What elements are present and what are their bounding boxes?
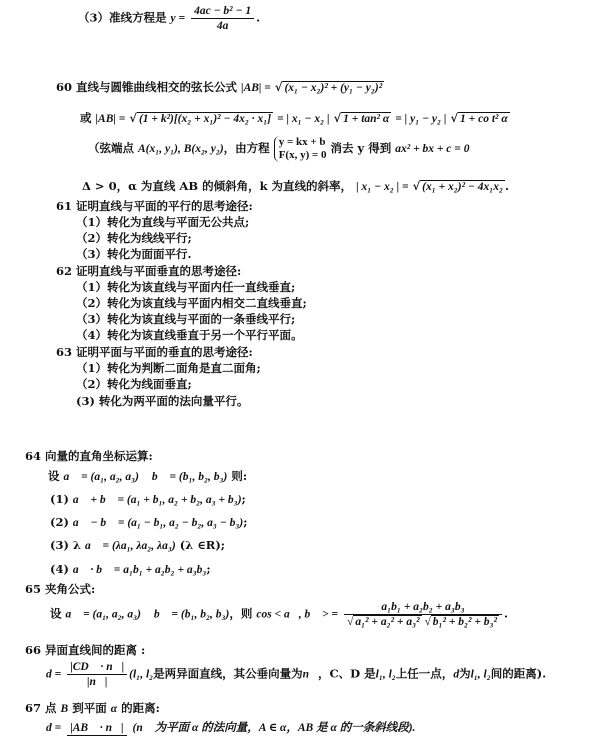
distance-denominator: |n⃗| xyxy=(86,676,108,688)
set-label-2: 设 xyxy=(50,606,62,621)
set-label: 设 xyxy=(48,469,60,483)
lines-l1l2-c: l₁, l₂ xyxy=(470,668,491,681)
point-plane-note: (n⃗ 为平面 α 的法向量，A ∈ α，AB 是 α 的一条斜线段). xyxy=(132,722,416,734)
cos-fraction xyxy=(344,600,502,629)
cos-end: . xyxy=(504,606,509,621)
item-63-1: （1）转化为判断二面角是直二面角; xyxy=(76,361,261,375)
cos-denominator: √ a₁² + a₂² + a₃² √ b₁² + b₂² + b₃² xyxy=(347,616,497,628)
cos-numerator: a₁b₁ + a₂b₂ + a₃b₃ xyxy=(344,600,502,615)
directrix-y: y = xyxy=(170,12,186,25)
distance-d-2: d = xyxy=(46,722,62,734)
sqrt-icon: √ xyxy=(412,179,421,193)
item-64-1-num: (1) xyxy=(50,492,69,506)
item-62-title: 62 证明直线与平面垂直的思考途径: xyxy=(56,264,242,278)
to-plane-text: 到平面 xyxy=(72,701,107,715)
lambda-domain: (λ ∈R); xyxy=(179,538,225,552)
x-diff-rhs: (x₁ + x₂)² − 4x₁x₂ xyxy=(422,181,504,193)
item-62-3: （3）转化为该直线与平面的一条垂线平行; xyxy=(76,312,296,326)
vector-a: a⃗ = (a₁, a₂, a₃)， xyxy=(63,471,148,483)
by-equation-label: ，由方程 xyxy=(223,141,270,155)
item-60-alt xyxy=(80,111,510,126)
item-62-2: （2）转化为该直线与平面内相交二直线垂直; xyxy=(76,296,307,310)
endpoint-coords: A(x₁, y₁), B(x₂, y₂) xyxy=(138,143,224,155)
item-64-3 xyxy=(50,538,225,553)
item-64-4 xyxy=(50,562,211,577)
points-text: ，C、D 是 xyxy=(318,666,376,681)
x-diff-end: . xyxy=(505,179,510,193)
item-64-4-num: (4) xyxy=(50,562,69,576)
chord-tan: 1 + tan² α xyxy=(343,113,390,125)
sqrt-icon: √ xyxy=(450,111,459,125)
item-60-title xyxy=(56,80,384,95)
x-diff-lhs: | x₁ − x₂ | = xyxy=(356,181,409,193)
then-label-2: ，则 xyxy=(229,606,253,621)
item-60-label: 60 直线与圆锥曲线相交的弦长公式 xyxy=(56,80,238,94)
distance-d: d = xyxy=(46,668,62,681)
vector-b-2: b⃗ = (b₁, b₂, b₃) xyxy=(153,608,230,621)
then-label: 则: xyxy=(231,469,248,483)
plane-alpha: α xyxy=(110,703,118,715)
item-64-1 xyxy=(50,492,246,507)
vector-scale: a⃗ = (λa₁, λa₂, λa₃) xyxy=(84,540,176,552)
cos-den-b: b₁² + b₂² + b₃² xyxy=(432,616,497,628)
item-64-title: 64 向量的直角坐标运算: xyxy=(25,449,153,463)
item-67-formula xyxy=(46,720,415,736)
item-65-formula xyxy=(50,600,508,629)
item-60-note xyxy=(88,136,469,162)
item-67-label: 67 点 xyxy=(25,701,57,715)
skew-text: 是两异面直线，其公垂向量为 xyxy=(153,666,303,681)
any-point-text: 上任一点， xyxy=(395,666,454,681)
vector-diff: a⃗ − b⃗ = (a₁ − b₁, a₂ − b₂, a₃ − b₃) xyxy=(72,517,244,529)
distance-fraction xyxy=(67,660,127,689)
item-61-1: （1）转化为直线与平面无公共点; xyxy=(76,215,250,229)
directrix-label: （3）准线方程是 xyxy=(78,10,167,25)
cos-lhs: cos < a⃗, b⃗ > = xyxy=(256,608,339,621)
item-64-setup xyxy=(48,469,247,484)
item-61-title: 61 证明直线与平面的平行的思考途径: xyxy=(56,199,253,213)
distance-label: 的距离: xyxy=(121,701,160,715)
item-64-2 xyxy=(50,515,247,530)
item-66-title: 66 异面直线间的距离 : xyxy=(25,643,146,657)
delta-text: Δ > 0，α 为直线 AB 的倾斜角，k 为直线的斜率， xyxy=(82,179,353,193)
or-label: 或 xyxy=(80,111,92,125)
line-directrix xyxy=(78,4,260,33)
item-67-title xyxy=(25,701,160,716)
d-symbol: d xyxy=(453,668,460,681)
item-63-2: （2）转化为线面垂直; xyxy=(76,377,192,391)
item-63-title: 63 证明平面与平面的垂直的思考途径: xyxy=(56,345,253,359)
distance-numerator: |CD⃗ · n⃗| xyxy=(67,660,127,675)
endpoint-label: （弦端点 xyxy=(88,141,134,155)
item-64-1-end: ; xyxy=(241,492,246,506)
vector-a-2: a⃗ = (a₁, a₂, a₃)， xyxy=(65,608,150,621)
vector-b: b⃗ = (b₁, b₂, b₃) xyxy=(151,471,228,483)
sqrt-icon: √ xyxy=(274,80,283,94)
item-61-3: （3）转化为面面平行. xyxy=(76,247,192,261)
item-64-2-end: ; xyxy=(243,515,248,529)
normal-vector: n⃗ xyxy=(302,668,318,681)
cos-den-a: a₁² + a₂² + a₃² xyxy=(355,616,420,628)
item-60-delta xyxy=(82,179,509,194)
vector-sum: a⃗ + b⃗ = (a₁ + b₁, a₂ + b₂, a₃ + b₃) xyxy=(72,494,242,506)
item-64-3-num: (3) λ xyxy=(50,538,81,552)
point-b: B xyxy=(60,703,69,715)
equation-system xyxy=(274,136,327,162)
eliminate-label: 消去 y 得到 xyxy=(330,141,392,155)
directrix-fraction xyxy=(191,4,254,33)
chord-x-diff: = | x₁ − x₂ | xyxy=(277,113,330,125)
item-62-1: （1）转化为该直线与平面内任一直线垂直; xyxy=(76,280,296,294)
chord-formula-2: (1 + k²)[(x₂ + x₁)² − 4x₂ · x₁] xyxy=(138,113,272,125)
directrix-end: . xyxy=(256,10,261,25)
item-62-4: （4）转化为该直线垂直于另一个平行平面。 xyxy=(76,328,303,342)
item-61-2: （2）转化为线线平行; xyxy=(76,231,192,245)
point-plane-fraction xyxy=(67,721,126,736)
quadratic: ax² + bx + c = 0 xyxy=(395,143,470,155)
item-63-3: (3) 转化为两平面的法向量平行。 xyxy=(76,394,249,408)
item-64-2-num: (2) xyxy=(50,515,69,529)
vector-dot: a⃗ · b⃗ = a₁b₁ + a₂b₂ + a₃b₃ xyxy=(72,564,207,576)
chord-ab-2: |AB| = xyxy=(95,113,126,125)
distance-end: 间的距离). xyxy=(490,666,547,681)
sqrt-icon: √ xyxy=(129,111,137,125)
sqrt-icon: √ xyxy=(333,111,342,125)
item-64-4-end: ; xyxy=(206,562,211,576)
chord-ab-1: |AB| = xyxy=(241,82,271,94)
item-66-formula xyxy=(46,660,546,689)
chord-formula-1: (x₁ − x₂)² + (y₁ − y₂)² xyxy=(284,82,383,94)
lines-l1l2: (l₁, l₂ xyxy=(129,668,154,681)
chord-cot: 1 + co t² α xyxy=(460,113,508,125)
chord-y-diff: = | y₁ − y₂ | xyxy=(395,113,447,125)
is-text: 为 xyxy=(459,666,471,681)
equation-line-1: y = kx + b xyxy=(278,136,326,148)
equation-line-2: F(x, y) = 0 xyxy=(278,149,327,161)
directrix-numerator: 4ac − b² − 1 xyxy=(191,4,254,19)
item-65-title: 65 夹角公式: xyxy=(25,582,96,596)
point-plane-numerator: |AB⃗ · n⃗| xyxy=(67,721,126,736)
lines-l1l2-b: l₁, l₂ xyxy=(375,668,396,681)
directrix-denominator: 4a xyxy=(216,20,229,32)
